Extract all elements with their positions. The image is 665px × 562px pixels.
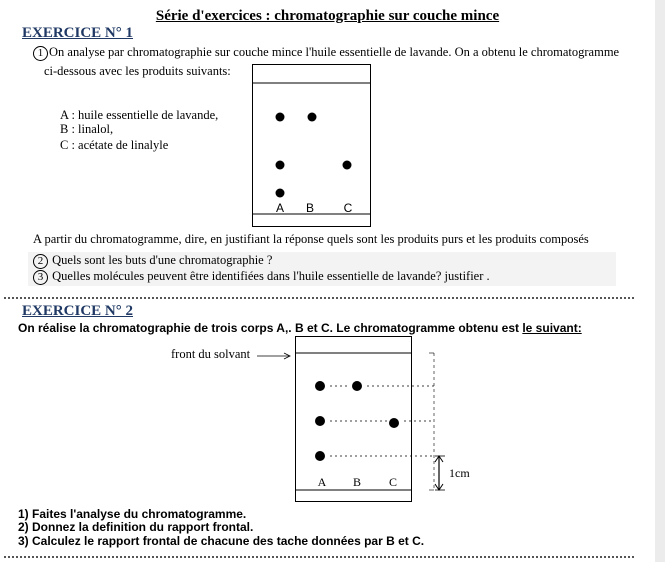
q2-text: Quels sont les buts d'une chromatographie ? (52, 253, 273, 267)
ex2-question-2: 2) Donnez la definition du rapport frontal. (18, 520, 254, 534)
spot-a-1 (276, 113, 285, 122)
spot-a-mid (315, 416, 325, 426)
spot-c-1 (343, 161, 352, 170)
front-arrow (255, 350, 295, 362)
ex2-intro (18, 321, 582, 335)
chromatogram-2 (292, 336, 482, 506)
spot-b-1 (276, 189, 285, 198)
chrom2-label-b: B (352, 475, 362, 489)
exercise-2-title: EXERCICE N° 2 (22, 303, 134, 319)
ex1-question-3 (33, 269, 490, 285)
spot-a-bottom (315, 451, 325, 461)
ex1-intro-line2: ci-dessous avec les produits suivants: (44, 64, 231, 78)
chrom1-label-a: A (275, 201, 285, 215)
ex1-task: A partir du chromatogramme, dire, en justifiant la réponse quels sont les produits purs et les produits composés (33, 232, 589, 246)
question-number-2: 2 (33, 254, 48, 269)
page-title: Série d'exercices : chromatographie sur couche mince (155, 8, 500, 24)
product-c: C : acétate de linalyle (60, 138, 169, 152)
ex2-question-3: 3) Calculez le rapport frontal de chacune des tache données par B et C. (18, 534, 425, 548)
front-label: front du solvant (171, 347, 251, 361)
spot-a-3 (276, 161, 285, 170)
ex2-question-1: 1) Faites l'analyse du chromatogramme. (18, 507, 247, 521)
ex1-question-2 (33, 253, 272, 269)
exercise-1-title: EXERCICE N° 1 (22, 25, 134, 41)
spot-a-top (315, 381, 325, 391)
spot-b-top (352, 381, 362, 391)
chrom1-label-b: B (305, 201, 315, 215)
product-b: B : linalol, (60, 122, 114, 136)
chrom2-label-c: C (388, 475, 398, 489)
spot-a-2 (308, 113, 317, 122)
chrom1-label-c: C (343, 201, 353, 215)
spot-c-mid (389, 418, 399, 428)
ex2-intro-underlined: le suivant: (522, 321, 582, 335)
question-number-3: 3 (33, 270, 48, 285)
q3-text: Quelles molécules peuvent être identifiées dans l'huile essentielle de lavande? justifier . (52, 269, 490, 283)
ex2-intro-text: On réalise la chromatographie de trois corps A,. B et C. Le chromatogramme obtenu est (18, 321, 523, 335)
page-right-margin (655, 0, 665, 562)
question-number-1: 1 (33, 46, 48, 61)
scale-label: 1cm (449, 466, 470, 480)
chrom2-label-a: A (317, 475, 327, 489)
ex1-intro-text: On analyse par chromatographie sur couche mince l'huile essentielle de lavande. On a obtenu le chromatogramme (49, 45, 620, 59)
separator-1 (4, 297, 634, 299)
product-a: A : huile essentielle de lavande, (60, 108, 219, 122)
separator-2 (4, 556, 634, 558)
chromatogram-1 (252, 64, 372, 229)
ex1-intro-line1 (33, 45, 619, 61)
